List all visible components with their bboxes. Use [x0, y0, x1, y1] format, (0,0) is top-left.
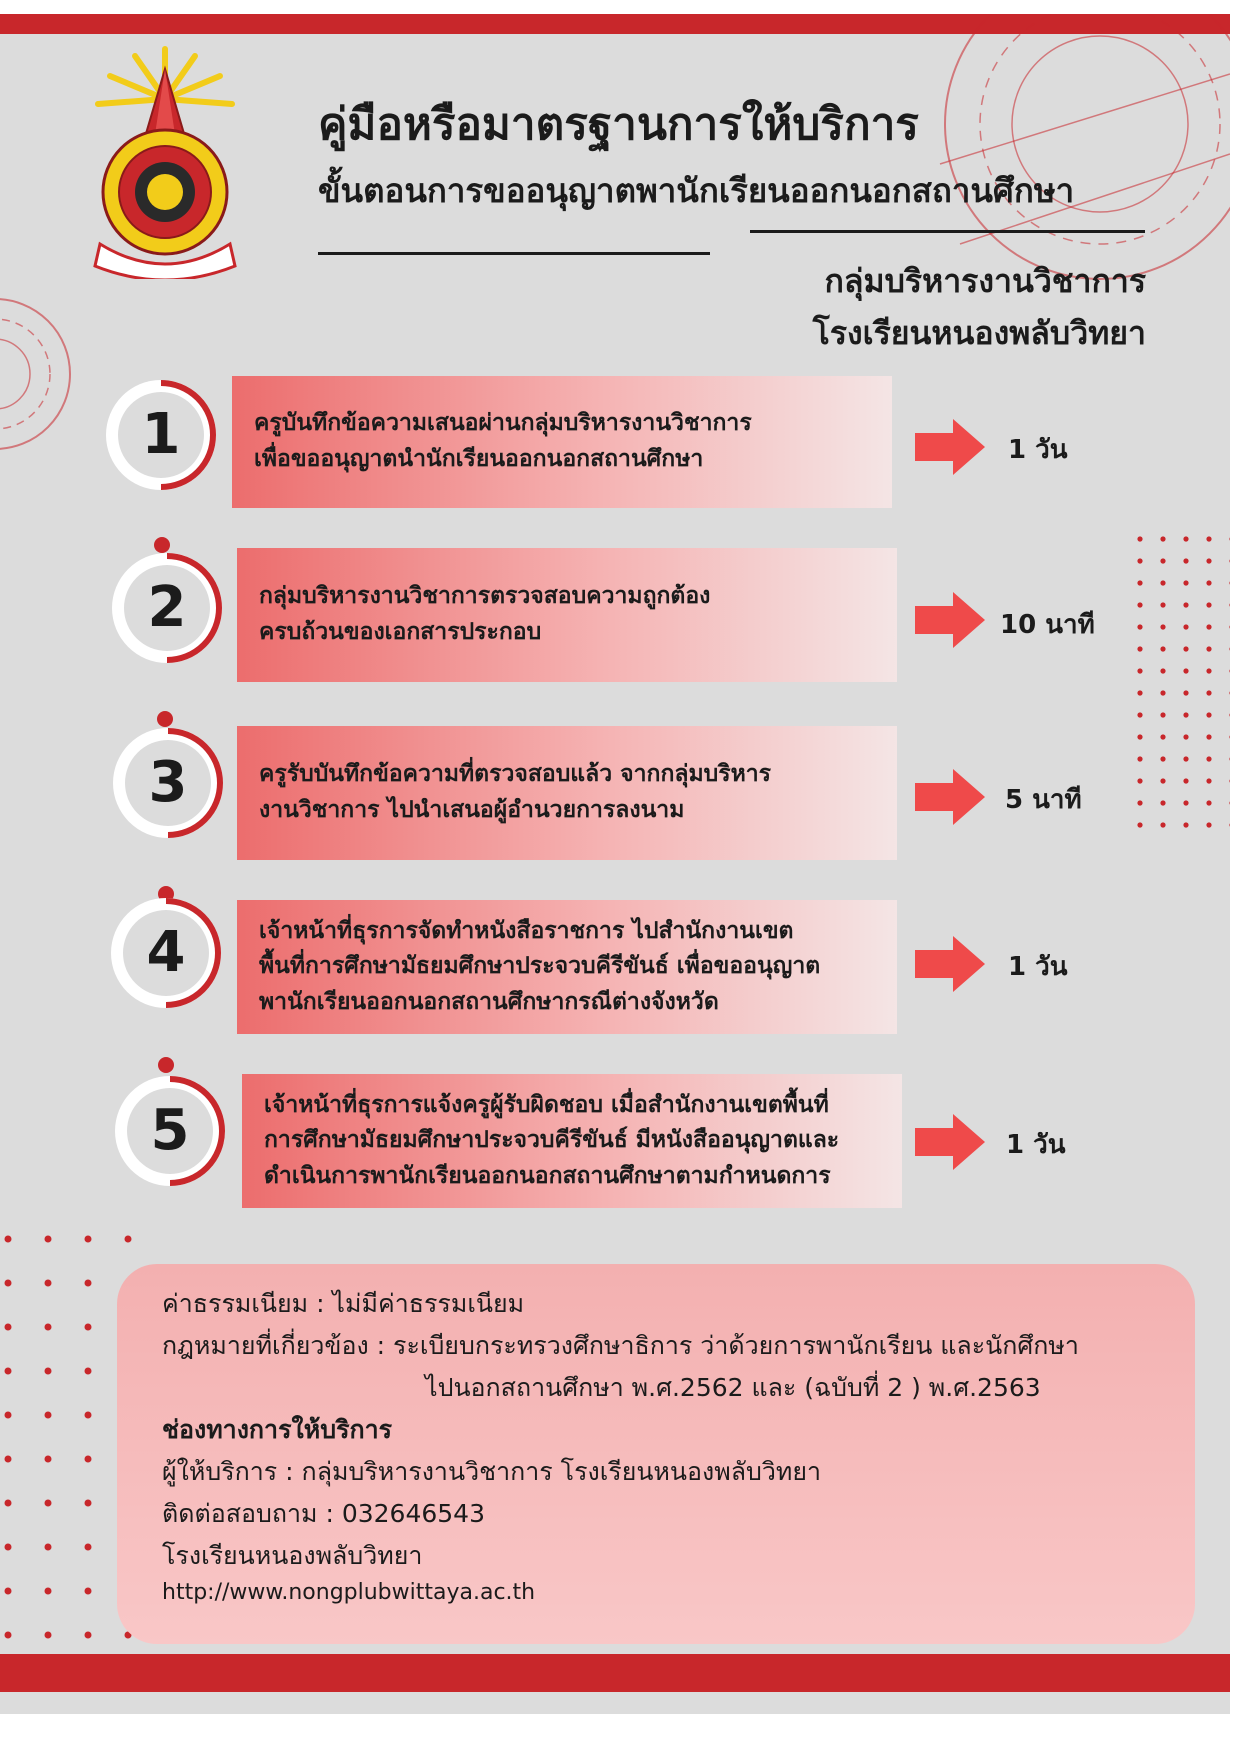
decorative-dot	[1183, 668, 1188, 673]
decorative-dot	[1206, 602, 1211, 607]
decorative-dot	[1206, 734, 1211, 739]
decorative-dot	[1229, 734, 1230, 739]
decorative-dot	[1137, 712, 1142, 717]
decorative-dot	[5, 1280, 12, 1287]
page-subtitle: ขั้นตอนการขออนุญาตพานักเรียนออกนอกสถานศึกษา	[318, 171, 1075, 210]
decorative-dot	[1183, 558, 1188, 563]
step-4-text	[259, 914, 820, 1021]
decorative-dot	[1229, 822, 1230, 827]
step-2-box	[237, 548, 897, 682]
decorative-dot	[1160, 558, 1165, 563]
step-4-line-1: เจ้าหน้าที่ธุรการจัดทำหนังสือราชการ ไปสำนักงานเขต	[259, 917, 794, 944]
law-line-1: กฎหมายที่เกี่ยวข้อง : ระเบียบกระทรวงศึกษาธิการ ว่าด้วยการพานักเรียน และนักศึกษา	[162, 1331, 1079, 1360]
decorative-dot	[1160, 690, 1165, 695]
bottom-band	[0, 1654, 1230, 1692]
step-2-line-2: ครบถ้วนของเอกสารประกอบ	[259, 619, 542, 645]
decorative-dot	[1206, 558, 1211, 563]
step-5-text	[264, 1088, 839, 1195]
decorative-dot	[1229, 558, 1230, 563]
step-4-duration: 1 วัน	[1008, 952, 1068, 982]
decorative-dot	[5, 1500, 12, 1507]
step-1-number-circle	[102, 376, 220, 494]
decorative-dot	[1137, 778, 1142, 783]
decorative-dot	[1137, 602, 1142, 607]
step-connector-dot	[158, 1057, 174, 1073]
decorative-dot	[45, 1456, 52, 1463]
decorative-dot	[85, 1324, 92, 1331]
decorative-dot	[1160, 734, 1165, 739]
decorative-dot	[5, 1236, 12, 1243]
decorative-dot	[1137, 646, 1142, 651]
step-1-text	[254, 406, 752, 477]
decorative-dot	[1183, 580, 1188, 585]
decorative-dot	[1160, 778, 1165, 783]
provider-line: ผู้ให้บริการ : กลุ่มบริหารงานวิชาการ โรงเรียนหนองพลับวิทยา	[162, 1457, 822, 1486]
decorative-dot	[45, 1544, 52, 1551]
decorative-dot	[45, 1500, 52, 1507]
step-5-line-3: ดำเนินการพานักเรียนออกนอกสถานศึกษาตามกำหนดการ	[264, 1162, 831, 1189]
decorative-dot	[1206, 800, 1211, 805]
decorative-dot	[45, 1412, 52, 1419]
decorative-dot	[1229, 778, 1230, 783]
decorative-dot	[1183, 712, 1188, 717]
decorative-dot	[1160, 624, 1165, 629]
decorative-dot	[1206, 580, 1211, 585]
step-2-number-circle	[108, 549, 226, 667]
decorative-dot	[1183, 646, 1188, 651]
decorative-dot	[1183, 602, 1188, 607]
decorative-dot	[1160, 580, 1165, 585]
law-line-2: ไปนอกสถานศึกษา พ.ศ.2562 และ (ฉบับที่ 2 ) พ.ศ.2563	[425, 1373, 1041, 1402]
fee-line: ค่าธรรมเนียม : ไม่มีค่าธรรมเนียม	[162, 1289, 525, 1318]
decorative-dot	[85, 1280, 92, 1287]
decorative-dot	[1137, 690, 1142, 695]
decorative-dot	[1206, 536, 1211, 541]
step-1-box	[232, 376, 892, 508]
decorative-dot	[85, 1588, 92, 1595]
decorative-dot	[1206, 712, 1211, 717]
decorative-dot	[1183, 536, 1188, 541]
step-2-text	[259, 579, 710, 650]
channel-heading: ช่องทางการให้บริการ	[162, 1415, 393, 1444]
decorative-dot	[1206, 624, 1211, 629]
contact-line: ติดต่อสอบถาม : 032646543	[162, 1499, 485, 1528]
department-name: กลุ่มบริหารงานวิชาการ	[824, 262, 1146, 300]
step-1-arrow-icon	[915, 419, 985, 475]
decorative-dot	[1137, 668, 1142, 673]
decorative-dot	[1229, 800, 1230, 805]
step-1-line-1: ครูบันทึกข้อความเสนอผ่านกลุ่มบริหารงานวิชาการ	[254, 410, 752, 437]
decorative-dot	[1137, 734, 1142, 739]
decorative-dot	[1183, 800, 1188, 805]
decorative-dot	[1229, 580, 1230, 585]
decorative-dot	[1183, 778, 1188, 783]
decorative-dot	[1137, 800, 1142, 805]
decorative-dot	[85, 1412, 92, 1419]
decorative-dot	[45, 1632, 52, 1639]
step-5-number: 5	[150, 1098, 190, 1163]
poster	[0, 14, 1230, 1714]
decorative-dot	[5, 1324, 12, 1331]
decorative-dot	[85, 1456, 92, 1463]
decorative-dot	[1229, 690, 1230, 695]
step-2-line-1: กลุ่มบริหารงานวิชาการตรวจสอบความถูกต้อง	[259, 583, 711, 610]
decorative-dot	[1160, 822, 1165, 827]
decorative-dot	[1160, 646, 1165, 651]
decorative-dot	[45, 1368, 52, 1375]
decorative-dot	[1229, 602, 1230, 607]
school-logo	[90, 44, 240, 279]
decorative-dot	[5, 1368, 12, 1375]
decorative-dot	[1183, 822, 1188, 827]
step-1-duration: 1 วัน	[1008, 435, 1068, 465]
decorative-dot	[1160, 756, 1165, 761]
step-4-line-2: พื้นที่การศึกษามัธยมศึกษาประจวบคีรีขันธ์ เพื่อขออนุญาต	[259, 953, 821, 980]
step-3-line-2: งานวิชาการ ไปนำเสนอผู้อำนวยการลงนาม	[259, 797, 685, 823]
step-4-line-3: พานักเรียนออกนอกสถานศึกษากรณีต่างจังหวัด	[259, 988, 719, 1015]
step-2-arrow-icon	[915, 592, 985, 648]
step-3-line-1: ครูรับบันทึกข้อความที่ตรวจสอบแล้ว จากกลุ่มบริหาร	[259, 761, 772, 788]
info-panel	[117, 1264, 1195, 1644]
step-5-arrow-icon	[915, 1114, 985, 1170]
decorative-dot	[1137, 756, 1142, 761]
decorative-dot	[45, 1324, 52, 1331]
decorative-dot	[5, 1456, 12, 1463]
decorative-dot	[1229, 624, 1230, 629]
decorative-dot	[1183, 756, 1188, 761]
step-3-text	[259, 757, 771, 828]
decorative-dot	[1160, 602, 1165, 607]
decorative-dot	[85, 1500, 92, 1507]
decorative-dot	[5, 1544, 12, 1551]
decorative-dot	[1229, 646, 1230, 651]
decorative-dot	[85, 1236, 92, 1243]
decorative-dot	[1229, 668, 1230, 673]
decorative-dot	[45, 1280, 52, 1287]
decorative-dot	[1183, 690, 1188, 695]
step-2-number: 2	[147, 575, 187, 640]
step-4-number: 4	[146, 920, 186, 985]
decorative-dot	[1206, 756, 1211, 761]
decorative-dot	[1137, 536, 1142, 541]
step-4-arrow-icon	[915, 936, 985, 992]
title-underline-right	[750, 230, 1145, 233]
decorative-dot	[125, 1236, 132, 1243]
decorative-dot	[1229, 536, 1230, 541]
step-1-number: 1	[141, 402, 181, 467]
school-name: โรงเรียนหนองพลับวิทยา	[812, 314, 1146, 352]
website-link[interactable]: http://www.nongplubwittaya.ac.th	[162, 1580, 536, 1605]
decorative-dot	[1206, 668, 1211, 673]
step-3-number-circle	[109, 724, 227, 842]
decorative-dot	[1137, 558, 1142, 563]
decorative-dot	[1206, 778, 1211, 783]
step-5-duration: 1 วัน	[1006, 1130, 1066, 1160]
decorative-dot	[1206, 690, 1211, 695]
decorative-dot	[1229, 712, 1230, 717]
decorative-dot	[5, 1588, 12, 1595]
step-5-box	[242, 1074, 902, 1208]
decorative-dot	[1183, 624, 1188, 629]
title-underline-left	[318, 252, 710, 255]
step-4-box	[237, 900, 897, 1034]
decorative-dot	[85, 1632, 92, 1639]
decorative-dot	[45, 1236, 52, 1243]
decorative-dot	[45, 1588, 52, 1595]
step-1-line-2: เพื่อขออนุญาตนำนักเรียนออกนอกสถานศึกษา	[254, 446, 704, 472]
step-4-number-circle	[107, 894, 225, 1012]
decorative-dot	[1160, 668, 1165, 673]
page-title: คู่มือหรือมาตรฐานการให้บริการ	[318, 99, 919, 150]
step-3-duration: 5 นาที	[1005, 785, 1082, 815]
decorative-dot	[1160, 712, 1165, 717]
decorative-dot	[1206, 646, 1211, 651]
step-5-line-1: เจ้าหน้าที่ธุรการแจ้งครูผู้รับผิดชอบ เมื่อสำนักงานเขตพื้นที่	[264, 1091, 829, 1118]
step-3-arrow-icon	[915, 769, 985, 825]
decorative-dot	[1137, 624, 1142, 629]
decorative-dot	[85, 1544, 92, 1551]
step-2-duration: 10 นาที	[1000, 610, 1095, 640]
decorative-dot	[5, 1632, 12, 1639]
decorative-dot	[1160, 800, 1165, 805]
decorative-dot	[1137, 580, 1142, 585]
decorative-dot	[1206, 822, 1211, 827]
school-line: โรงเรียนหนองพลับวิทยา	[162, 1541, 423, 1570]
decorative-dot	[1229, 756, 1230, 761]
step-5-line-2: การศึกษามัธยมศึกษาประจวบคีรีขันธ์ มีหนังสืออนุญาตและ	[264, 1127, 840, 1154]
decorative-dot	[1137, 822, 1142, 827]
decorative-dot	[1160, 536, 1165, 541]
decorative-dot	[5, 1412, 12, 1419]
step-5-number-circle	[111, 1072, 229, 1190]
step-3-box	[237, 726, 897, 860]
decorative-dot	[1183, 734, 1188, 739]
step-3-number: 3	[148, 750, 188, 815]
decorative-dot	[85, 1368, 92, 1375]
